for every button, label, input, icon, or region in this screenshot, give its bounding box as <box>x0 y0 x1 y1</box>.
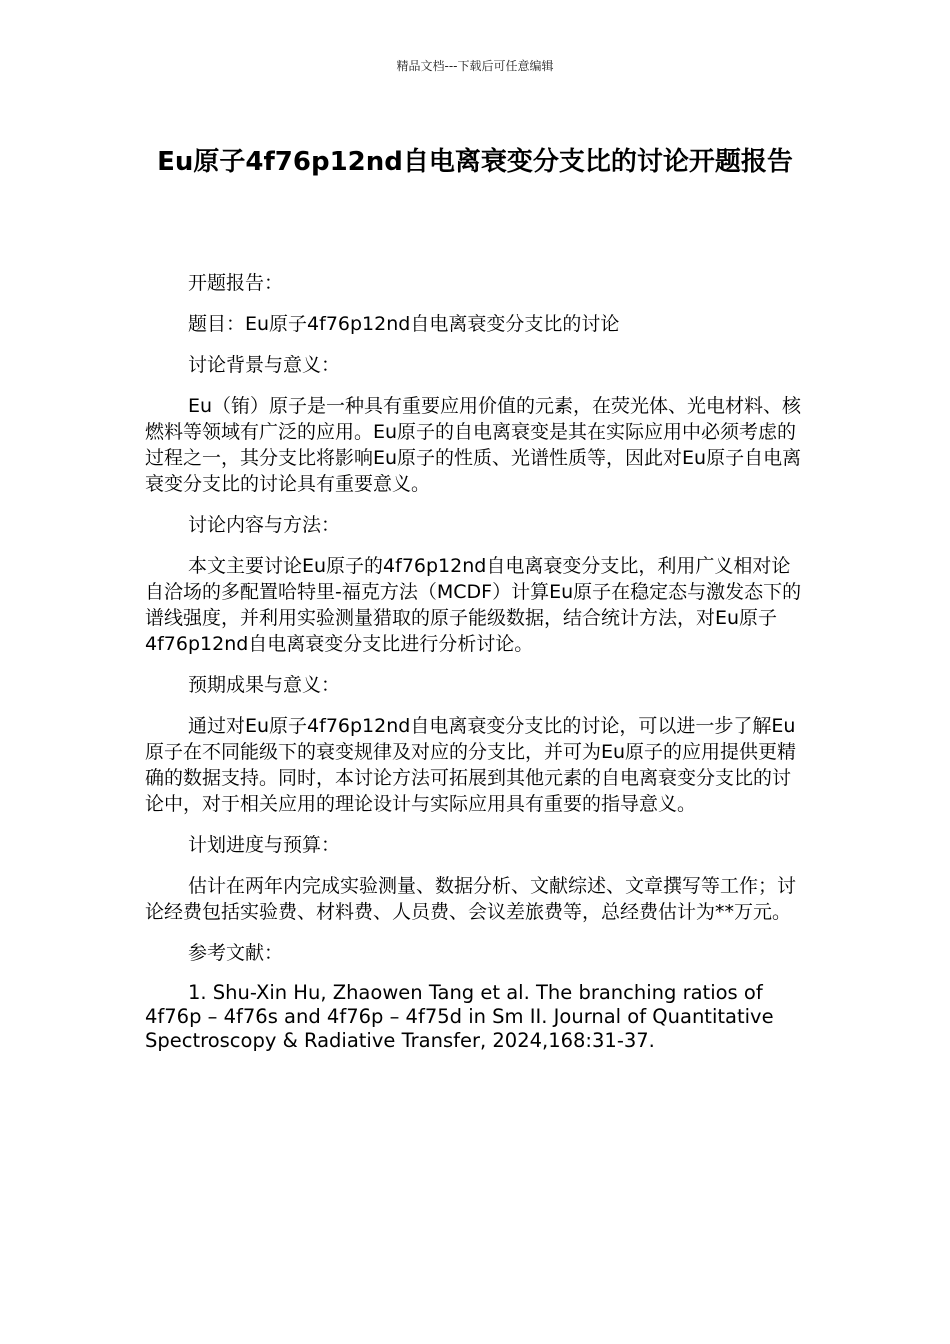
background-heading: 讨论背景与意义： <box>188 354 341 376</box>
reference-item: 1. Shu-Xin Hu, Zhaowen Tang et al. The branching ratios of 4f76p – 4f76s and 4f76p – 4f75d in Sm II. Journal of Quantitative Spectroscopy & Radiative Transfer, 2024,168:31-37. <box>145 981 774 1052</box>
expected-paragraph: 通过对Eu原子4f76p12nd自电离衰变分支比的讨论，可以进一步了解Eu原子在不同能级下的衰变规律及对应的分支比，并可为Eu原子的应用提供更精确的数据支持。同时，本讨论方法可拓展到其他元素的自电离衰变分支比的讨论中，对于相关应用的理论设计与实际应用具有重要的指导意义。 <box>145 715 797 815</box>
references-heading: 参考文献： <box>188 942 284 964</box>
topic-line: 题目：Eu原子4f76p12nd自电离衰变分支比的讨论 <box>188 313 620 335</box>
document-body <box>145 270 807 1053</box>
expected-heading: 预期成果与意义： <box>188 674 341 696</box>
plan-paragraph: 估计在两年内完成实验测量、数据分析、文献综述、文章撰写等工作；讨论经费包括实验费、材料费、人员费、会议差旅费等，总经费估计为**万元。 <box>145 875 797 923</box>
report-label: 开题报告： <box>188 272 284 294</box>
background-paragraph: Eu（铕）原子是一种具有重要应用价值的元素，在荧光体、光电材料、核燃料等领域有广泛的应用。Eu原子的自电离衰变是其在实际应用中必须考虑的过程之一，其分支比将影响Eu原子的性质、光谱性质等，因此对Eu原子自电离衰变分支比的讨论具有重要意义。 <box>145 395 802 495</box>
content-paragraph: 本文主要讨论Eu原子的4f76p12nd自电离衰变分支比，利用广义相对论自洽场的多配置哈特里-福克方法（MCDF）计算Eu原子在稳定态与激发态下的谱线强度，并利用实验测量猎取的原子能级数据，结合统计方法，对Eu原子4f76p12nd自电离衰变分支比进行分析讨论。 <box>145 555 802 655</box>
document-title: Eu原子4f76p12nd自电离衰变分支比的讨论开题报告 <box>157 147 793 177</box>
page-header-note: 精品文档---下载后可任意编辑 <box>396 59 554 73</box>
plan-heading: 计划进度与预算： <box>188 834 341 856</box>
content-heading: 讨论内容与方法： <box>188 514 341 536</box>
